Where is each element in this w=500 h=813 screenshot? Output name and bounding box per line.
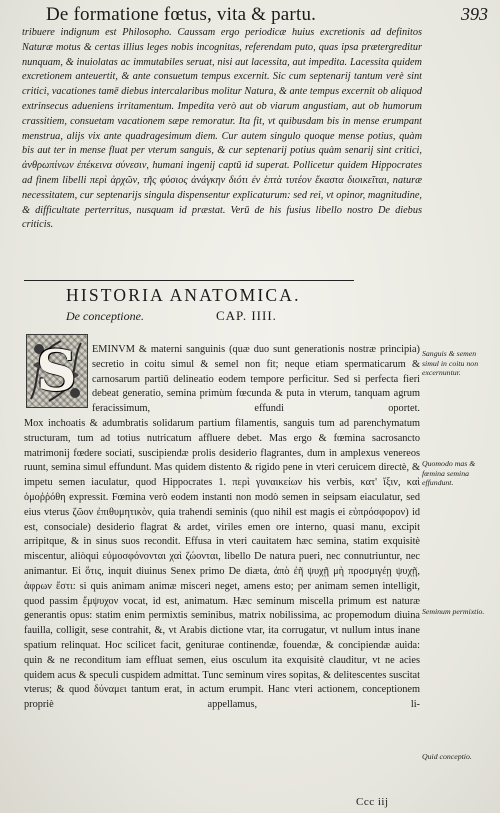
page-header (0, 0, 500, 26)
margin-note: Seminum permixtio. (422, 607, 485, 616)
section-title: HISTORIA ANATOMICA. (66, 285, 301, 305)
initial-letter: S (36, 337, 77, 404)
page-number: 393 (461, 4, 488, 24)
section-divider (24, 280, 354, 281)
intro-paragraph: tribuere indignum est Philosopho. Caussam ergo periodicæ huius excretionis ad definitos Naturæ motus & certas illius leges nobis incognitas, referendam puto, quas ipsa prætergreditur nunquam, & inuiolatas ac immutabiles seruat, nisi aut lacessita, aut impedita. Lacessita quidem excretionem anteuertit, & ante consuetum tempus excernit. Sic cum septenarij tantum verè sint critici, vacationes tamē diebus intercalaribus molitur Natura, & ante tempus excernit ob aliquod extrinsecus adueniens irritamentum. Impedita verò aut ob viarum angustiam, aut ob humorum crassitiem, consuetam vacationem sæpe remoratur. Ita fit, vt quibusdam bis in mense erumpant menstrua, alijs vix ante quadragesimum diem. Cur autem singulo quoque mense potius, quàm bis aut ter in mense fluat per vterum sanguis, & cur septenarij potius quàm senarij sint critici, ἀνθρωπίνων ἐπέκεινα σύνεσιν, humani ingenij captū id superat. Pollicetur quidem Hippocrates ad finem libelli περὶ ἀρχῶν, τῆς φύσιος ἀνάγκην διότι ἐν ἑπτὰ τυτέον ἕκαστα διοικεῖται, naturæ necessitatem, cur septenarijs singula dispensentur explicaturum: sed rei, vt opinor, magnitudine, & difficultate perterritus, nusquam id præstat. Verū de his fusius libello nostro De diebus criticis. (22, 27, 422, 231)
chapter-paragraph-opening: EMINVM & materni sanguinis (quæ duo sunt generationis nostræ principia) secretio in coitu simul & semel non fit; neque etiam spermaticarum & carnosarum partiū delineatio eodem tempore perficitur. Sed si perfecta fieri debeat generatio, semina primùm fœcunda & puta in vterum, tanquam agrum feracissimum, effundi oportet. (92, 344, 420, 415)
chapter-topic: De conceptione. (66, 309, 144, 323)
margin-note: Quid conceptio. (422, 752, 472, 761)
chapter-subheading (66, 309, 336, 327)
decorated-initial (26, 334, 88, 408)
margin-note: Quomodo mas & fœmina semina effundunt. (422, 459, 476, 488)
chapter-paragraph-body: Mox inchoatis & adumbratis solidarum partium filamentis, sanguis tum ad parenchymatum structuram, tum ad totius nutricatum affluere debet. Mas ergo & fœmina sacrosancto matrimonij fœdere sociati, suscipiendæ prolis desiderio flagrantes, dum in amplexus venereos ruunt, semina simul effundunt. Mas quidem distento & rigido pene in vteri ceruicem directè, & impetu semen iaculatur, quod Hippocrates 1. περὶ γυναικείων his verbis, κατ' ἴξιν, καὶ ὁμοῤῥόθη expressit. Fœmina verò eodem instanti non modò semen in seipsam eiaculatur, sed eius vterus ζῶον ἐπιθυμητικὸν, quia trahendi seminis (quo nihil est magis ei εὐπρόσφορον) id est, consociale) desiderio flagrat & ardet, viriles emen ore interno, quasi manu, excipit arripitque, & in sinus suos recondit. Effusa in vteri cauitatem hæc semina, statim exquisitè miscentur, aliòqui εὐμοσφόνονται χαὶ ζώονται, libello De natura pueri, nec connutriuntur, nec animantur. Εἰ ὅτις, inquit diuinus Senex primo De diæta, ἀπὸ ἐῆ ψυχῇ μὴ προσμιγέῃ ψυχῇ, ἀφρων ἔστι: si quis animam animæ misceri neget, amens esto; per animam semen intelligit, quod passim ἔμψυχον vocat, id est, animatum. Hæc seminum miscella primum est naturæ generantis opus: statim enim permixtis seminibus, matrix nobilissima, ac propemodum diuina fauilla, colligit, sese contrahit, &, vt Arabis dictione vtar, ita corrugatur, vt nullum intus inane spatium relinquat. Hoc scilicet facit, geniturae continendæ, fouendæ, & concipiendæ auida: quin & ne reconditum iam effluat semen, eius osculum ita exquisitè clauditur, vt ne acies quidem acus & speculi cuspidem admittat. Tunc seminum vires sopitas, & delitescentes suscitat vterus; & quod δύναμει tantum erat, in actum erumpit. Hanc vteri actionem, conceptionem propriè appellamus, li- (24, 418, 420, 711)
chapter-number: CAP. IIII. (216, 308, 277, 323)
running-title: De formatione fœtus, vita & partu. (46, 4, 317, 25)
margin-note: Sanguis & semen simul in coitu non excernuntur. (422, 349, 479, 378)
signature-mark: Ccc iij (356, 796, 389, 808)
